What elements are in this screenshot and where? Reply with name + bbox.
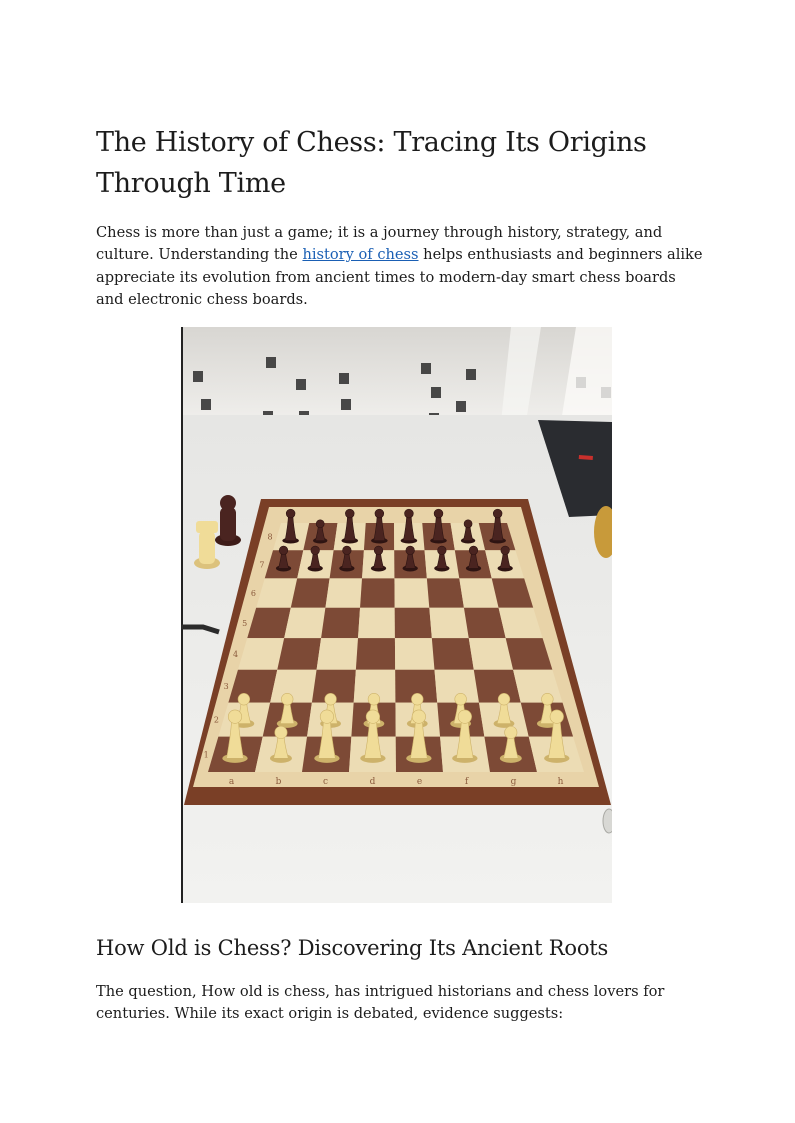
light-piece-head xyxy=(455,693,467,705)
curtain-square xyxy=(339,373,349,384)
dark-piece-head xyxy=(311,546,320,555)
board-square xyxy=(325,578,362,607)
curtain-square xyxy=(456,401,466,412)
board-square xyxy=(284,608,325,638)
rank-label: 8 xyxy=(267,532,273,542)
file-label: f xyxy=(464,777,469,787)
board-square xyxy=(469,638,513,670)
file-label: a xyxy=(228,777,235,787)
light-piece-head xyxy=(505,726,517,738)
intro-text-before: Chess is more than just a game; it is a journey through history, strategy, and culture. Understanding the xyxy=(96,224,663,264)
curtain-square xyxy=(421,363,431,374)
dark-piece-head xyxy=(469,546,478,555)
intro-paragraph xyxy=(96,222,706,311)
light-piece-head xyxy=(412,710,426,724)
section-paragraph: The question, How old is chess, has intrigued historians and chess lovers for centuries. While its exact origin is debated, evidence suggests: xyxy=(96,983,665,1023)
board-square xyxy=(474,670,521,703)
chess-board-photo xyxy=(181,327,612,903)
curtain-square xyxy=(341,399,351,410)
light-piece-head xyxy=(275,726,287,738)
intro-text-after: helps enthusiasts and beginners alike appreciate its evolution from ancient times to modern-day smart chess boards and electronic chess boards. xyxy=(96,246,703,308)
file-label: d xyxy=(369,777,376,787)
dark-piece-head xyxy=(374,546,383,555)
dark-piece-head xyxy=(501,546,510,555)
file-label: h xyxy=(557,777,564,787)
dark-piece-head xyxy=(493,509,502,518)
photo-left-edge xyxy=(181,327,183,903)
board-square xyxy=(321,608,360,638)
board-square xyxy=(427,578,464,607)
file-label: g xyxy=(510,777,517,787)
dark-piece-head xyxy=(464,520,472,528)
board-square xyxy=(395,638,435,670)
board-square xyxy=(291,578,330,607)
curtain-square xyxy=(266,357,276,368)
dark-piece-head xyxy=(316,520,324,528)
curtain-square xyxy=(466,369,476,380)
captured-dark-piece xyxy=(220,507,236,541)
dark-piece-head xyxy=(438,546,447,555)
board-square xyxy=(317,638,358,670)
board-square xyxy=(394,578,429,607)
board-square xyxy=(356,638,395,670)
rank-label: 3 xyxy=(223,682,229,692)
article-body xyxy=(96,122,706,311)
file-label: c xyxy=(322,777,329,787)
captured-light-piece-head xyxy=(196,521,218,533)
curtain-square xyxy=(431,387,441,398)
coin xyxy=(603,809,612,833)
board-square xyxy=(459,578,498,607)
file-label: b xyxy=(275,777,282,787)
board-square xyxy=(432,638,474,670)
page-title: The History of Chess: Tracing Its Origins Through Time xyxy=(96,127,647,199)
light-piece-head xyxy=(542,693,554,705)
light-piece-head xyxy=(325,693,337,705)
dark-piece-head xyxy=(375,509,384,518)
board-square xyxy=(395,608,432,638)
chess-board-photo-svg xyxy=(181,327,612,903)
rank-label: 5 xyxy=(242,618,248,628)
light-piece-head xyxy=(368,693,380,705)
file-label: e xyxy=(416,777,423,787)
light-piece-head xyxy=(498,693,510,705)
board-square xyxy=(429,608,468,638)
dark-piece-head xyxy=(279,546,288,555)
light-piece-head xyxy=(281,693,293,705)
board-square xyxy=(360,578,395,607)
history-of-chess-link[interactable]: history of chess xyxy=(302,246,419,264)
curtain-square xyxy=(193,371,203,382)
rank-label: 7 xyxy=(259,560,265,570)
curtain-square xyxy=(201,399,211,410)
board-square xyxy=(277,638,321,670)
rank-label: 1 xyxy=(203,750,209,760)
captured-light-piece xyxy=(199,531,215,564)
light-piece-head xyxy=(228,710,242,724)
board-square xyxy=(358,608,395,638)
dark-piece-head xyxy=(405,509,414,518)
dark-piece-head xyxy=(434,509,443,518)
light-piece-head xyxy=(366,710,380,724)
dark-piece-head xyxy=(345,509,354,518)
light-piece-head xyxy=(550,710,564,724)
light-piece-head xyxy=(238,693,250,705)
rank-label: 6 xyxy=(250,589,256,599)
dark-piece-head xyxy=(286,509,295,518)
dark-piece-head xyxy=(406,546,415,555)
light-piece-head xyxy=(411,693,423,705)
board-square xyxy=(464,608,506,638)
light-piece-head xyxy=(320,710,334,724)
rank-label: 4 xyxy=(233,649,239,659)
light-piece-head xyxy=(458,710,472,724)
rank-label: 2 xyxy=(213,715,219,725)
section-heading: How Old is Chess? Discovering Its Ancient Roots xyxy=(96,936,609,960)
curtain-square xyxy=(296,379,306,390)
dark-piece-head xyxy=(343,546,352,555)
wall-curtain xyxy=(181,327,612,422)
board-square xyxy=(270,670,316,703)
captured-dark-piece-head xyxy=(220,495,236,511)
